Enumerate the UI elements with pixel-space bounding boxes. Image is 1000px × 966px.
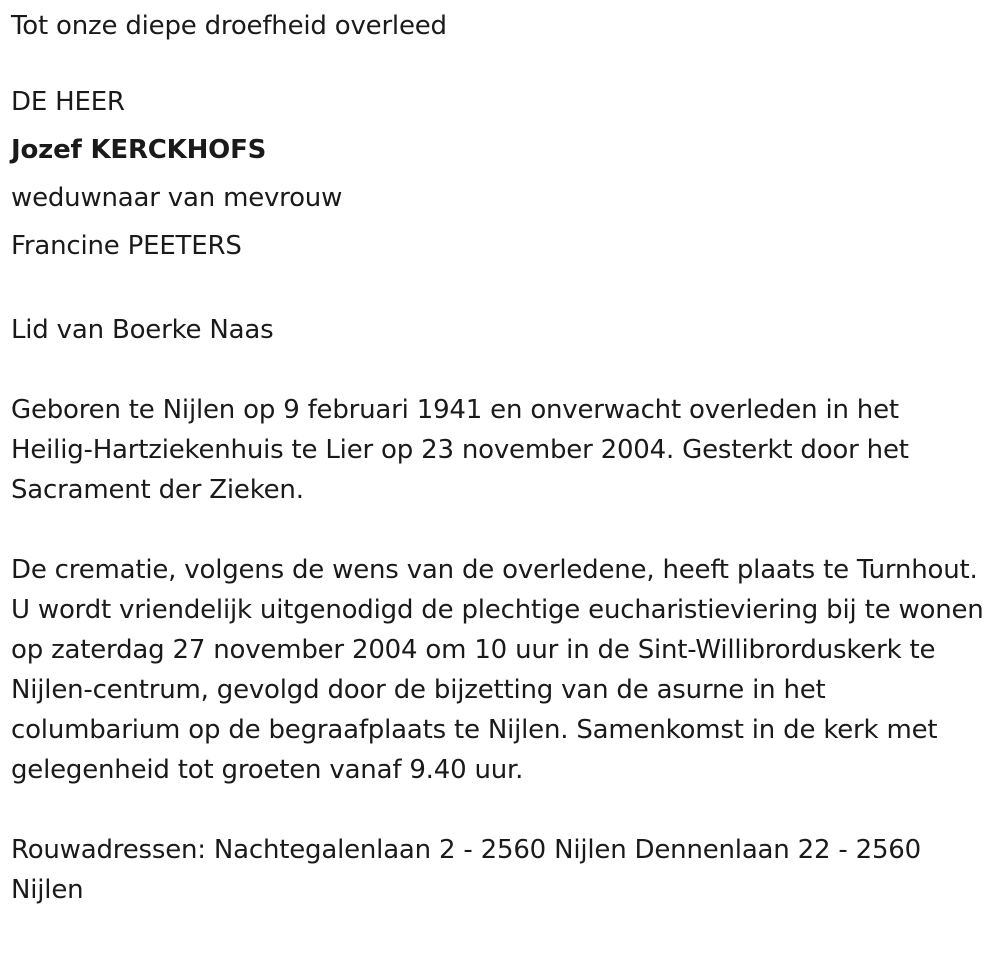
intro-line: Tot onze diepe droefheid overleed: [11, 11, 447, 41]
ceremony-paragraph: De crematie, volgens de wens van de overledene, heeft plaats te Turnhout. U wordt vriendelijk uitgenodigd de plechtige eucharistieviering bij te wonen op zaterdag 27 november 2004 om 10 uur in de Sint-Willibrorduskerk te Nijlen-centrum, gevolgd door de bijzetting van de asurne in het columbarium op de begraafplaats te Nijlen. Samenkomst in de kerk met gelegenheid tot groeten vanaf 9.40 uur.: [11, 555, 984, 785]
relation-line: weduwnaar van mevrouw: [11, 183, 343, 213]
title-prefix: DE HEER: [11, 87, 125, 117]
birth-death-paragraph: Geboren te Nijlen op 9 februari 1941 en onverwacht overleden in het Heilig-Hartziekenhuis te Lier op 23 november 2004. Gesterkt door het Sacrament der Zieken.: [11, 395, 909, 505]
spouse-name: Francine PEETERS: [11, 231, 242, 261]
membership-line: Lid van Boerke Naas: [11, 315, 274, 345]
obituary-notice: [11, 6, 986, 910]
addresses-paragraph: Rouwadressen: Nachtegalenlaan 2 - 2560 Nijlen Dennenlaan 22 - 2560 Nijlen: [11, 835, 921, 905]
deceased-name: Jozef KERCKHOFS: [11, 135, 267, 165]
